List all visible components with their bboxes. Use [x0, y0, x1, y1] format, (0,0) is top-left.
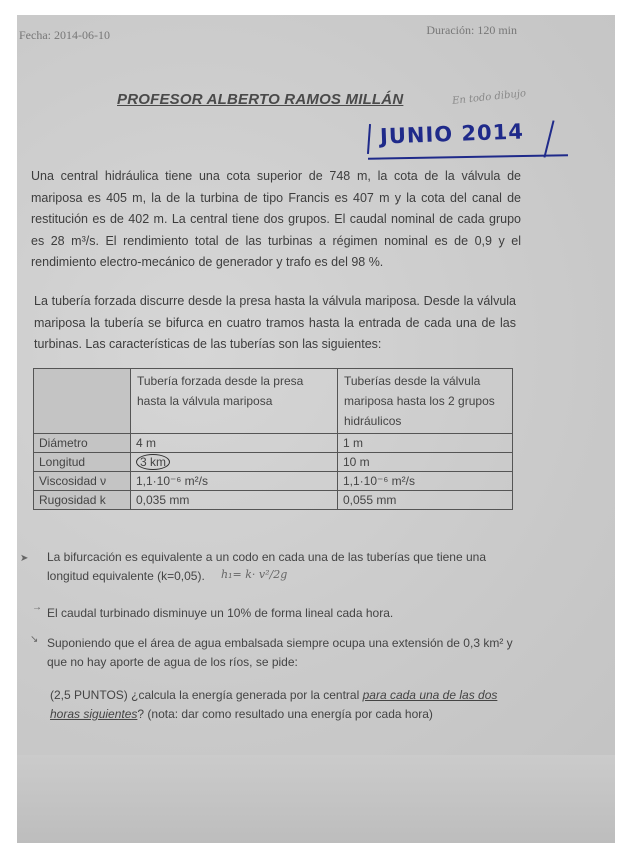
question — [50, 686, 520, 724]
cell-value: 4 m — [131, 434, 338, 453]
row-label: Longitud — [34, 453, 131, 472]
cell-value: 10 m — [338, 453, 513, 472]
note-flow-decrease: El caudal turbinado disminuye un 10% de forma lineal cada hora. — [47, 606, 394, 620]
note-bifurcation: La bifurcación es equivalente a un codo en cada una de las tuberías que tiene una longitud equivalente (k=0,05). — [47, 550, 486, 583]
handwritten-date-annotation — [368, 120, 556, 156]
page-shadow — [17, 755, 615, 843]
circled-value: 3 km — [136, 454, 170, 470]
exam-date: Fecha: 2014-06-10 — [19, 28, 110, 42]
cell-value: 1,1·10⁻⁶ m²/s — [338, 472, 513, 491]
ink-bracket-right — [543, 120, 554, 157]
problem-statement: Una central hidráulica tiene una cota superior de 748 m, la cota de la válvula de mariposa es 405 m, la de la turbina de tipo Francis es 407 m y la cota del canal de restitución es de 402 m. La central tiene dos grupos. El caudal nominal de cada grupo es 28 m³/s. El rendimiento total de las turbinas a régimen nominal es de 0,9 y el rendimiento electro-mecánico de generador y trafo es del 98 %. — [31, 169, 521, 269]
arrow-mark-icon: → — [32, 602, 42, 613]
page-title: PROFESOR ALBERTO RAMOS MILLÁN — [117, 91, 404, 108]
note-reservoir-area: Suponiendo que el área de agua embalsada siempre ocupa una extensión de 0,3 km² y que no hay aporte de agua de los ríos, se pide: — [47, 636, 513, 669]
row-label: Rugosidad k — [34, 491, 131, 510]
ink-bracket-left — [367, 124, 371, 154]
table-row — [34, 434, 513, 453]
table-row — [34, 491, 513, 510]
row-label: Viscosidad ν — [34, 472, 131, 491]
pipe-properties-table — [33, 368, 513, 510]
cell-value: 0,055 mm — [338, 491, 513, 510]
handwritten-formula: h₁= k· v²/2g — [221, 568, 288, 581]
cell-value: 1,1·10⁻⁶ m²/s — [131, 472, 338, 491]
check-mark-icon: ↘ — [30, 634, 39, 645]
exam-duration: Duración: 120 min — [426, 23, 517, 37]
row-label: Diámetro — [34, 434, 131, 453]
table-corner-cell — [34, 369, 131, 434]
col-header-branch-pipes: Tuberías desde la válvula mariposa hasta los 2 grupos hidráulicos — [338, 369, 513, 434]
question-tail: ? (nota: dar como resultado una energía por cada hora) — [137, 707, 433, 721]
pipe-description: La tubería forzada discurre desde la presa hasta la válvula mariposa. Desde la válvula mariposa la tubería se bifurca en cuatro tramos hasta la entrada de cada una de las turbinas. Las características de las tuberías son las siguientes: — [34, 294, 516, 351]
table-header-row — [34, 369, 513, 434]
question-lead: (2,5 PUNTOS) ¿calcula la energía generada por la central — [50, 688, 363, 702]
cell-value: 0,035 mm — [131, 491, 338, 510]
margin-scribble: En todo dibujo — [451, 88, 527, 107]
table-row — [34, 453, 513, 472]
margin-mark-icon: ➤ — [20, 553, 29, 564]
cell-value — [131, 453, 338, 472]
cell-value: 1 m — [338, 434, 513, 453]
table-row — [34, 472, 513, 491]
question-emphasis: para cada una de las dos horas siguientes — [50, 688, 498, 721]
handwritten-date: JUNIO 2014 — [379, 119, 525, 149]
col-header-forced-pipe: Tubería forzada desde la presa hasta la válvula mariposa — [131, 369, 338, 434]
